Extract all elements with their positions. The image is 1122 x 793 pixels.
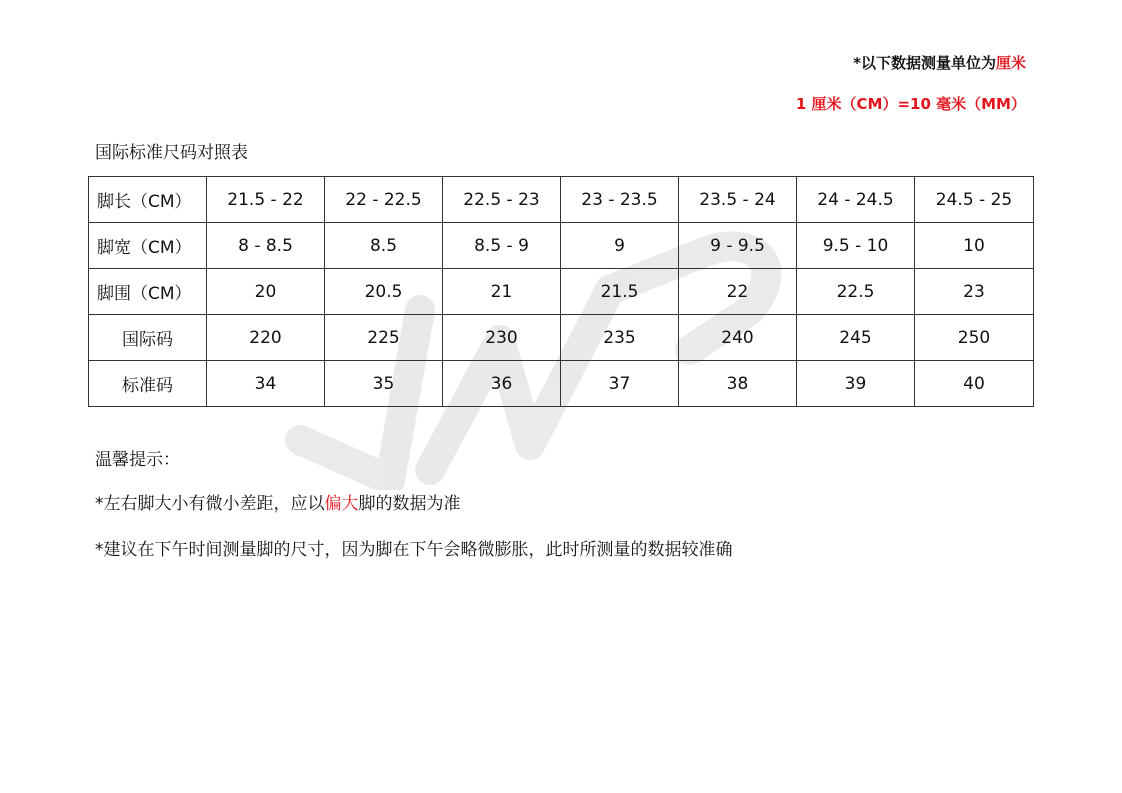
table-cell: 20 xyxy=(207,269,325,315)
table-cell: 250 xyxy=(915,315,1034,361)
table-cell: 8.5 xyxy=(325,223,443,269)
tip-1-text-after: 脚的数据为准 xyxy=(358,494,461,514)
table-cell: 8 - 8.5 xyxy=(207,223,325,269)
table-cell: 22.5 - 23 xyxy=(443,177,561,223)
row-label-foot-length: 脚长（CM） xyxy=(89,177,207,223)
table-cell: 10 xyxy=(915,223,1034,269)
table-cell: 240 xyxy=(679,315,797,361)
table-cell: 37 xyxy=(561,361,679,407)
table-cell: 40 xyxy=(915,361,1034,407)
table-cell: 22.5 xyxy=(797,269,915,315)
table-cell: 245 xyxy=(797,315,915,361)
tip-2: *建议在下午时间测量脚的尺寸，因为脚在下午会略微膨胀，此时所测量的数据较准确 xyxy=(95,540,733,560)
table-cell: 225 xyxy=(325,315,443,361)
table-cell: 23.5 - 24 xyxy=(679,177,797,223)
table-cell: 220 xyxy=(207,315,325,361)
table-cell: 9 xyxy=(561,223,679,269)
table-row-foot-width xyxy=(89,223,1034,269)
table-cell: 34 xyxy=(207,361,325,407)
table-cell: 9.5 - 10 xyxy=(797,223,915,269)
table-row-foot-girth xyxy=(89,269,1034,315)
table-row-foot-length xyxy=(89,177,1034,223)
row-label-international-size: 国际码 xyxy=(89,315,207,361)
table-cell: 20.5 xyxy=(325,269,443,315)
table-cell: 23 - 23.5 xyxy=(561,177,679,223)
row-label-foot-girth: 脚围（CM） xyxy=(89,269,207,315)
table-cell: 21.5 - 22 xyxy=(207,177,325,223)
row-label-standard-size: 标准码 xyxy=(89,361,207,407)
table-cell: 22 xyxy=(679,269,797,315)
tip-1-text-before: *左右脚大小有微小差距，应以 xyxy=(95,494,325,514)
tips-heading: 温馨提示： xyxy=(95,450,180,470)
table-cell: 39 xyxy=(797,361,915,407)
table-cell: 22 - 22.5 xyxy=(325,177,443,223)
table-cell: 21.5 xyxy=(561,269,679,315)
table-title: 国际标准尺码对照表 xyxy=(95,143,248,163)
tip-1-highlight: 偏大 xyxy=(324,494,359,514)
table-cell: 230 xyxy=(443,315,561,361)
unit-note-prefix: *以下数据测量单位为 xyxy=(853,54,996,72)
unit-note-line1 xyxy=(853,52,1026,73)
table-cell: 24 - 24.5 xyxy=(797,177,915,223)
row-label-foot-width: 脚宽（CM） xyxy=(89,223,207,269)
table-cell: 8.5 - 9 xyxy=(443,223,561,269)
table-row-standard-size xyxy=(89,361,1034,407)
table-cell: 23 xyxy=(915,269,1034,315)
table-cell: 35 xyxy=(325,361,443,407)
unit-note-line2: 1 厘米（CM）=10 毫米（MM） xyxy=(795,95,1026,113)
table-cell: 36 xyxy=(443,361,561,407)
table-cell: 38 xyxy=(679,361,797,407)
table-cell: 24.5 - 25 xyxy=(915,177,1034,223)
table-cell: 21 xyxy=(443,269,561,315)
table-cell: 235 xyxy=(561,315,679,361)
unit-note-highlight: 厘米 xyxy=(995,54,1026,72)
tip-1 xyxy=(95,489,461,514)
size-conversion-table xyxy=(88,176,1034,407)
table-row-international-size xyxy=(89,315,1034,361)
table-cell: 9 - 9.5 xyxy=(679,223,797,269)
